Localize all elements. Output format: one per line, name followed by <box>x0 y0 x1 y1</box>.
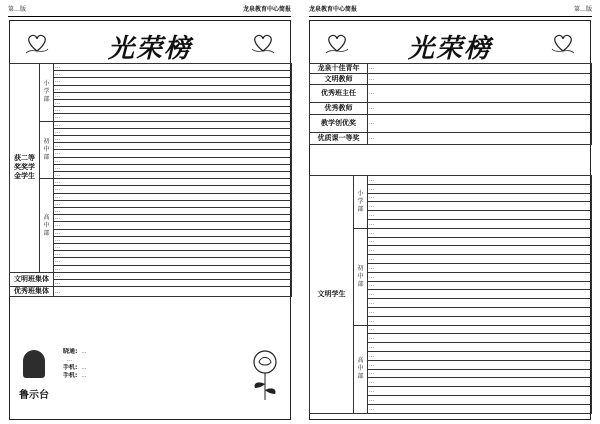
table-row <box>10 64 292 71</box>
table-row <box>10 272 292 279</box>
list-item: … <box>368 378 592 387</box>
list-item: … <box>54 78 292 85</box>
left-masthead-title: 龙泉教育中心简报 <box>242 6 291 13</box>
list-item: … <box>368 103 592 115</box>
group-label: 高中部 <box>40 179 54 273</box>
table-row <box>310 85 592 103</box>
right-masthead-title: 龙泉教育中心简报 <box>309 6 358 13</box>
group-label: 初中部 <box>40 121 54 179</box>
section-label: 文明班集体 <box>10 272 54 286</box>
section-label: 教学创优奖 <box>310 115 368 133</box>
right-teacher-table <box>309 63 592 145</box>
promo-line-key: 手机: <box>63 364 78 371</box>
list-item: … <box>54 71 292 78</box>
list-item: … <box>54 222 292 229</box>
section-label: 龙泉十佳青年 <box>310 64 368 74</box>
list-item: … <box>368 281 592 290</box>
table-row <box>310 176 592 185</box>
list-item: … <box>54 200 292 207</box>
promo-line-text: … <box>81 365 87 371</box>
list-item: … <box>368 351 592 360</box>
promo-logo <box>11 346 57 408</box>
list-item: … <box>54 280 292 287</box>
group-label: 初中部 <box>354 228 368 325</box>
list-item: … <box>368 193 592 202</box>
list-item: … <box>54 179 292 186</box>
right-student-table <box>309 175 592 414</box>
list-item: … <box>368 211 592 220</box>
list-item: … <box>368 115 592 133</box>
section-label: 优秀教师 <box>310 103 368 115</box>
list-item: … <box>368 133 592 145</box>
right-page-title: 光荣榜 <box>407 34 492 64</box>
right-page <box>300 0 600 424</box>
right-honor-board <box>309 20 591 420</box>
promo-text <box>63 348 243 380</box>
section-label: 优秀班主任 <box>310 85 368 103</box>
list-item: … <box>54 215 292 222</box>
list-item: … <box>54 114 292 121</box>
list-item: … <box>54 287 292 297</box>
promo-line-text: … <box>81 349 87 355</box>
left-title-band <box>10 21 290 63</box>
list-item: … <box>368 74 592 85</box>
list-item: … <box>368 228 592 237</box>
list-item: … <box>54 265 292 272</box>
promo-line-text: … <box>81 373 87 379</box>
right-title-band <box>310 21 590 63</box>
promo-line <box>63 356 243 364</box>
left-award-table <box>9 63 292 297</box>
list-item: … <box>54 236 292 243</box>
list-item: … <box>368 316 592 325</box>
list-item: … <box>54 244 292 251</box>
list-item: … <box>54 136 292 143</box>
table-row <box>310 115 592 133</box>
promo-brand: 鲁示台 <box>19 390 49 401</box>
section-label: 优质课一等奖 <box>310 133 368 145</box>
list-item: … <box>54 64 292 71</box>
list-item: … <box>54 272 292 279</box>
list-item: … <box>368 263 592 272</box>
right-masthead <box>309 4 592 17</box>
list-item: … <box>368 334 592 343</box>
bell-icon <box>23 350 45 378</box>
heart-vine-icon <box>250 29 276 55</box>
section-label: 文明学生 <box>310 176 354 414</box>
list-item: … <box>368 202 592 211</box>
list-item: … <box>368 176 592 185</box>
list-item: … <box>368 246 592 255</box>
list-item: … <box>54 208 292 215</box>
table-row <box>10 121 292 128</box>
promo-line <box>63 372 243 380</box>
list-item: … <box>368 64 592 74</box>
list-item: … <box>54 193 292 200</box>
table-row <box>310 64 592 74</box>
list-item: … <box>54 229 292 236</box>
list-item: … <box>368 184 592 193</box>
rose-icon <box>243 344 287 404</box>
left-masthead-issue: 第…版 <box>8 6 27 13</box>
list-item: … <box>54 150 292 157</box>
list-item: … <box>368 325 592 334</box>
list-item: … <box>54 107 292 114</box>
list-item: … <box>368 272 592 281</box>
table-row <box>310 133 592 145</box>
table-row <box>10 287 292 297</box>
promo-line-text: … <box>67 357 72 363</box>
list-item: … <box>54 100 292 107</box>
heart-vine-icon <box>550 29 576 55</box>
list-item: … <box>54 172 292 179</box>
list-item: … <box>368 237 592 246</box>
promo-box <box>9 336 291 420</box>
list-item: … <box>54 157 292 164</box>
promo-line-key: 晓通: <box>63 348 78 355</box>
table-row <box>310 74 592 85</box>
group-label: 小学部 <box>354 176 368 229</box>
list-item: … <box>368 290 592 299</box>
list-item: … <box>54 92 292 99</box>
list-item: … <box>54 251 292 258</box>
promo-line <box>63 348 243 356</box>
section-label: 文明教师 <box>310 74 368 85</box>
list-item: … <box>368 360 592 369</box>
list-item: … <box>368 299 592 308</box>
left-page-title: 光荣榜 <box>107 34 192 64</box>
promo-line <box>63 364 243 372</box>
group-label: 小学部 <box>40 64 54 122</box>
section-label: 获二等奖奖学金学生 <box>10 64 40 273</box>
list-item: … <box>368 395 592 404</box>
list-item: … <box>368 404 592 413</box>
left-masthead <box>8 4 291 17</box>
list-item: … <box>368 387 592 396</box>
table-row <box>10 179 292 186</box>
list-item: … <box>54 143 292 150</box>
list-item: … <box>54 164 292 171</box>
right-masthead-issue: 第…版 <box>573 6 592 13</box>
list-item: … <box>54 121 292 128</box>
promo-line-key: 手机: <box>63 372 78 379</box>
list-item: … <box>368 219 592 228</box>
group-label: 高中部 <box>354 325 368 413</box>
list-item: … <box>368 307 592 316</box>
list-item: … <box>368 255 592 264</box>
list-item: … <box>368 369 592 378</box>
list-item: … <box>54 258 292 265</box>
list-item: … <box>368 85 592 103</box>
list-item: … <box>54 128 292 135</box>
section-label: 优秀班集体 <box>10 287 54 297</box>
list-item: … <box>54 186 292 193</box>
table-row <box>310 103 592 115</box>
list-item: … <box>368 343 592 352</box>
list-item: … <box>54 85 292 92</box>
